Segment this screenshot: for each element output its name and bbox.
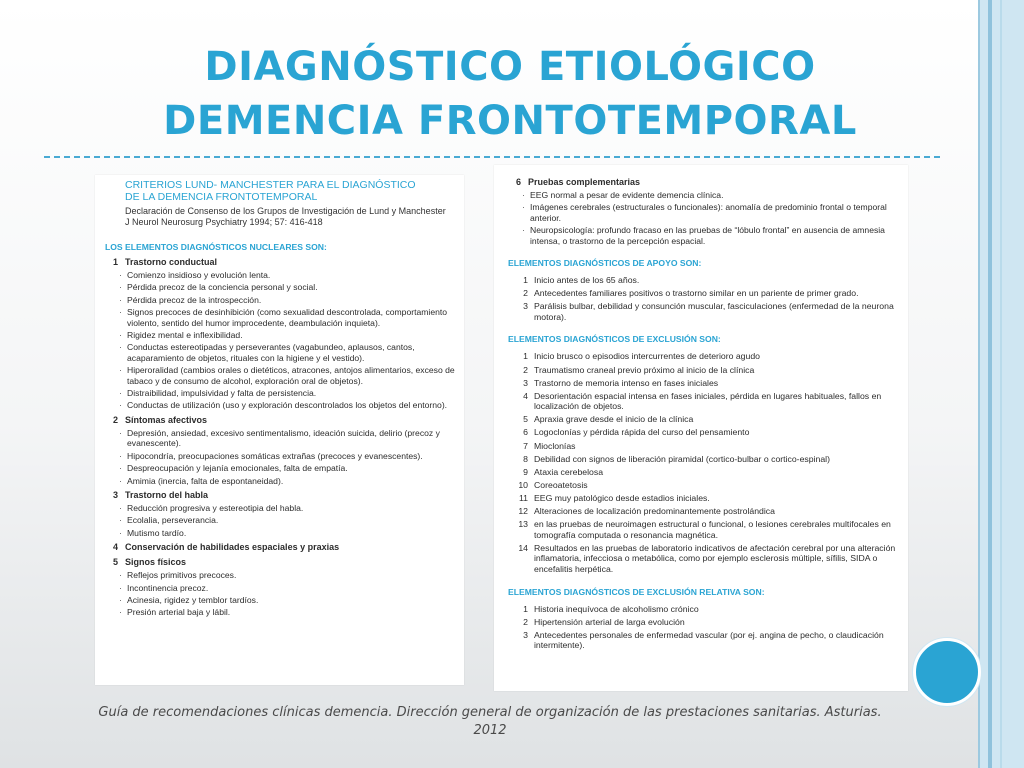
support-elements-list bbox=[508, 275, 900, 322]
item-text: Desorientación espacial intensa en fases iniciales, pérdida en lugares habituales, fallos en localización de objetos. bbox=[534, 390, 882, 412]
criteria-bullet: · Hipocondría, preocupaciones somáticas extrañas (precoces y evanescentes). bbox=[119, 451, 456, 461]
criteria-bullet: · Hiperoralidad (cambios orales o dietéticos, atracones, antojos alimentarios, exceso de tabaco y de consumo de alcohol, exploración oral de objetos). bbox=[119, 365, 456, 386]
criteria-group-number: 5 bbox=[113, 557, 119, 568]
item-text: Logoclonías y pérdida rápida del curso del pensamiento bbox=[534, 427, 750, 438]
numbered-item bbox=[508, 441, 900, 452]
criteria-panel-left bbox=[95, 175, 464, 685]
criteria-bullet: · Distraibilidad, impulsividad y falta de persistencia. bbox=[119, 388, 456, 398]
criteria-bullet: · Incontinencia precoz. bbox=[119, 583, 456, 593]
numbered-item bbox=[508, 519, 900, 540]
numbered-item bbox=[508, 493, 900, 504]
relative-exclusion-list bbox=[508, 604, 900, 651]
criteria-group-title: Conservación de habilidades espaciales y praxias bbox=[125, 542, 340, 553]
item-text: Trastorno de memoria intenso en fases iniciales bbox=[534, 377, 719, 388]
item-number: 11 bbox=[518, 492, 528, 503]
item-text: Hipertensión arterial de larga evolución bbox=[534, 616, 685, 627]
item-text: Historia inequívoca de alcoholismo crónico bbox=[534, 603, 699, 614]
slide-title bbox=[90, 40, 930, 148]
criteria-group-number: 1 bbox=[113, 257, 119, 267]
criteria-bullet: · Pérdida precoz de la conciencia personal y social. bbox=[119, 282, 456, 292]
criteria-bullet: · Depresión, ansiedad, excesivo sentimentalismo, ideación suicida, delirio (precoz y evanescente). bbox=[119, 428, 456, 449]
criteria-group bbox=[105, 557, 456, 618]
criteria-bullet: · Signos precoces de desinhibición (como sexualidad descontrolada, comportamiento violento, sentido del humor improcedente, deambulación inquieta). bbox=[119, 307, 456, 328]
nuclear-elements-heading: LOS ELEMENTOS DIAGNÓSTICOS NUCLEARES SON: bbox=[105, 242, 327, 252]
criteria-group-title: Trastorno conductual bbox=[125, 257, 218, 267]
criteria-bullet: · Despreocupación y lejanía emocionales, falta de empatía. bbox=[119, 463, 456, 473]
consensus-line-1: Declaración de Consenso de los Grupos de Investigación de Lund y Manchester bbox=[125, 206, 446, 216]
criteria-group-heading bbox=[113, 542, 456, 553]
criteria-bullet: · Presión arterial baja y lábil. bbox=[119, 607, 456, 617]
exclusion-elements-list bbox=[508, 351, 900, 574]
item-text: Debilidad con signos de liberación piramidal (cortico-bulbar o cortico-espinal) bbox=[534, 453, 831, 464]
criteria-group-heading bbox=[516, 177, 900, 188]
item-text: Resultados en las pruebas de laboratorio indicativos de afectación cerebral por una alteración inflamatoria, infecciosa o metabólica, como por ejemplo esclerosis múltiple, sífilis, SIDA o encefalitis herpética. bbox=[534, 542, 896, 574]
criteria-group-heading bbox=[113, 415, 456, 426]
item-number: 2 bbox=[523, 616, 528, 627]
criteria-title-line-2: DE LA DEMENCIA FRONTOTEMPORAL bbox=[125, 191, 318, 203]
criteria-group-title: Síntomas afectivos bbox=[125, 414, 208, 425]
item-number: 2 bbox=[523, 364, 528, 375]
numbered-item bbox=[508, 427, 900, 438]
item-number: 14 bbox=[518, 542, 528, 553]
item-number: 1 bbox=[523, 351, 528, 362]
numbered-item bbox=[508, 454, 900, 465]
criteria-bullet: · Reflejos primitivos precoces. bbox=[119, 570, 456, 580]
criteria-group-number: 6 bbox=[516, 177, 522, 187]
criteria-bullet: · Reducción progresiva y estereotipia del habla. bbox=[119, 503, 456, 513]
criteria-group bbox=[105, 490, 456, 538]
item-text: Coreoatetosis bbox=[534, 479, 588, 490]
criteria-bullet: · Comienzo insidioso y evolución lenta. bbox=[119, 270, 456, 280]
exclusion-elements-heading: ELEMENTOS DIAGNÓSTICOS DE EXCLUSIÓN SON: bbox=[508, 334, 721, 345]
criteria-group bbox=[105, 257, 456, 411]
criteria-group-number: 4 bbox=[113, 542, 119, 553]
item-number: 7 bbox=[523, 440, 528, 451]
criteria-group-heading bbox=[113, 257, 456, 268]
criteria-group bbox=[105, 542, 456, 553]
item-number: 13 bbox=[518, 519, 528, 530]
consensus-reference bbox=[125, 206, 456, 228]
item-text: Inicio antes de los 65 años. bbox=[534, 275, 640, 286]
item-text: Traumatismo craneal previo próximo al inicio de la clínica bbox=[534, 364, 755, 375]
item-number: 6 bbox=[523, 427, 528, 438]
complementary-tests-group bbox=[508, 177, 900, 246]
numbered-item bbox=[508, 630, 900, 651]
criteria-bullet: · Acinesia, rigidez y temblor tardíos. bbox=[119, 595, 456, 605]
source-caption: Guía de recomendaciones clínicas demencia. Dirección general de organización de las prestaciones sanitarias. Asturias. 2012 bbox=[98, 705, 882, 738]
numbered-item bbox=[508, 617, 900, 628]
item-number: 2 bbox=[523, 288, 528, 299]
criteria-group-title: Pruebas complementarias bbox=[528, 177, 641, 187]
item-text: Mioclonías bbox=[534, 440, 576, 451]
numbered-item bbox=[508, 480, 900, 491]
criteria-group-number: 3 bbox=[113, 489, 119, 500]
criteria-title-line-1: CRITERIOS LUND- MANCHESTER PARA EL DIAGNÓSTICO bbox=[125, 179, 416, 191]
criteria-bullet: · EEG normal a pesar de evidente demencia clínica. bbox=[522, 190, 900, 200]
criteria-title bbox=[125, 179, 456, 203]
decorative-circle bbox=[913, 638, 981, 706]
numbered-item bbox=[508, 414, 900, 425]
criteria-bullet: · Mutismo tardío. bbox=[119, 528, 456, 538]
numbered-item bbox=[508, 543, 900, 575]
numbered-item bbox=[508, 467, 900, 478]
item-number: 9 bbox=[523, 466, 528, 477]
criteria-bullet: · Amimia (inercia, falta de espontaneidad). bbox=[119, 476, 456, 486]
consensus-line-2: J Neurol Neurosurg Psychiatry 1994; 57: 416-418 bbox=[125, 217, 323, 227]
criteria-group-title: Signos físicos bbox=[125, 557, 187, 568]
relative-exclusion-heading: ELEMENTOS DIAGNÓSTICOS DE EXCLUSIÓN RELATIVA SON: bbox=[508, 586, 765, 597]
criteria-bullet: · Imágenes cerebrales (estructurales o funcionales): anomalía de predominio frontal o temporal anterior. bbox=[522, 202, 900, 223]
item-text: EEG muy patológico desde estadios iniciales. bbox=[534, 492, 710, 503]
item-number: 1 bbox=[523, 275, 528, 286]
item-text: Ataxia cerebelosa bbox=[534, 466, 604, 477]
criteria-bullet: · Conductas de utilización (uso y exploración descontrolados los objetos del entorno). bbox=[119, 400, 456, 410]
title-divider bbox=[44, 156, 940, 158]
criteria-group-heading bbox=[113, 557, 456, 568]
item-number: 3 bbox=[523, 377, 528, 388]
criteria-group-heading bbox=[113, 490, 456, 501]
criteria-group bbox=[105, 415, 456, 486]
numbered-item bbox=[508, 351, 900, 362]
item-number: 10 bbox=[518, 479, 528, 490]
item-number: 1 bbox=[523, 603, 528, 614]
criteria-group bbox=[508, 177, 900, 246]
numbered-item bbox=[508, 275, 900, 286]
criteria-group-number: 2 bbox=[113, 414, 119, 425]
nuclear-elements-list bbox=[105, 257, 456, 618]
item-number: 3 bbox=[523, 629, 528, 640]
item-text: Parálisis bulbar, debilidad y consunción muscular, fasciculaciones (enfermedad de la neurona motora). bbox=[534, 301, 894, 322]
numbered-item bbox=[508, 604, 900, 615]
criteria-bullet: · Pérdida precoz de la introspección. bbox=[119, 295, 456, 305]
criteria-bullet: · Neuropsicología: profundo fracaso en las pruebas de “lóbulo frontal” en ausencia de amnesia intensa, o trastorno de la percepción espacial. bbox=[522, 225, 900, 246]
slide-title-line-2: DEMENCIA FRONTOTEMPORAL bbox=[163, 98, 857, 144]
item-number: 12 bbox=[518, 506, 528, 517]
criteria-bullet: · Conductas estereotipadas y perseverantes (vagabundeo, aplausos, cantos, acaparamiento de objetos, rituales con la higiene y el vestido). bbox=[119, 342, 456, 363]
item-text: Antecedentes familiares positivos o trastorno similar en un pariente de primer grado. bbox=[534, 288, 859, 299]
support-elements-heading: ELEMENTOS DIAGNÓSTICOS DE APOYO SON: bbox=[508, 258, 702, 269]
item-text: Inicio brusco o episodios intercurrentes de deterioro agudo bbox=[534, 351, 761, 362]
numbered-item bbox=[508, 378, 900, 389]
item-number: 5 bbox=[523, 414, 528, 425]
criteria-panel-right bbox=[494, 165, 908, 691]
numbered-item bbox=[508, 301, 900, 322]
criteria-group-title: Trastorno del habla bbox=[125, 489, 209, 500]
item-text: Alteraciones de localización predominantemente postrolándica bbox=[534, 506, 775, 517]
item-number: 3 bbox=[523, 301, 528, 312]
item-number: 8 bbox=[523, 453, 528, 464]
item-text: Apraxia grave desde el inicio de la clínica bbox=[534, 414, 694, 425]
numbered-item bbox=[508, 506, 900, 517]
numbered-item bbox=[508, 365, 900, 376]
item-text: Antecedentes personales de enfermedad vascular (por ej. angina de pecho, o claudicación intermitente). bbox=[534, 629, 884, 651]
item-text: en las pruebas de neuroimagen estructural o funcional, o lesiones cerebrales multifocales en tomografía computada o resonancia magnética. bbox=[534, 519, 891, 540]
numbered-item bbox=[508, 288, 900, 299]
criteria-bullet: · Ecolalia, perseverancia. bbox=[119, 515, 456, 525]
numbered-item bbox=[508, 391, 900, 412]
decorative-edge-band bbox=[978, 0, 1024, 768]
slide-title-line-1: DIAGNÓSTICO ETIOLÓGICO bbox=[204, 44, 816, 90]
item-number: 4 bbox=[523, 390, 528, 401]
criteria-bullet: · Rigidez mental e inflexibilidad. bbox=[119, 330, 456, 340]
